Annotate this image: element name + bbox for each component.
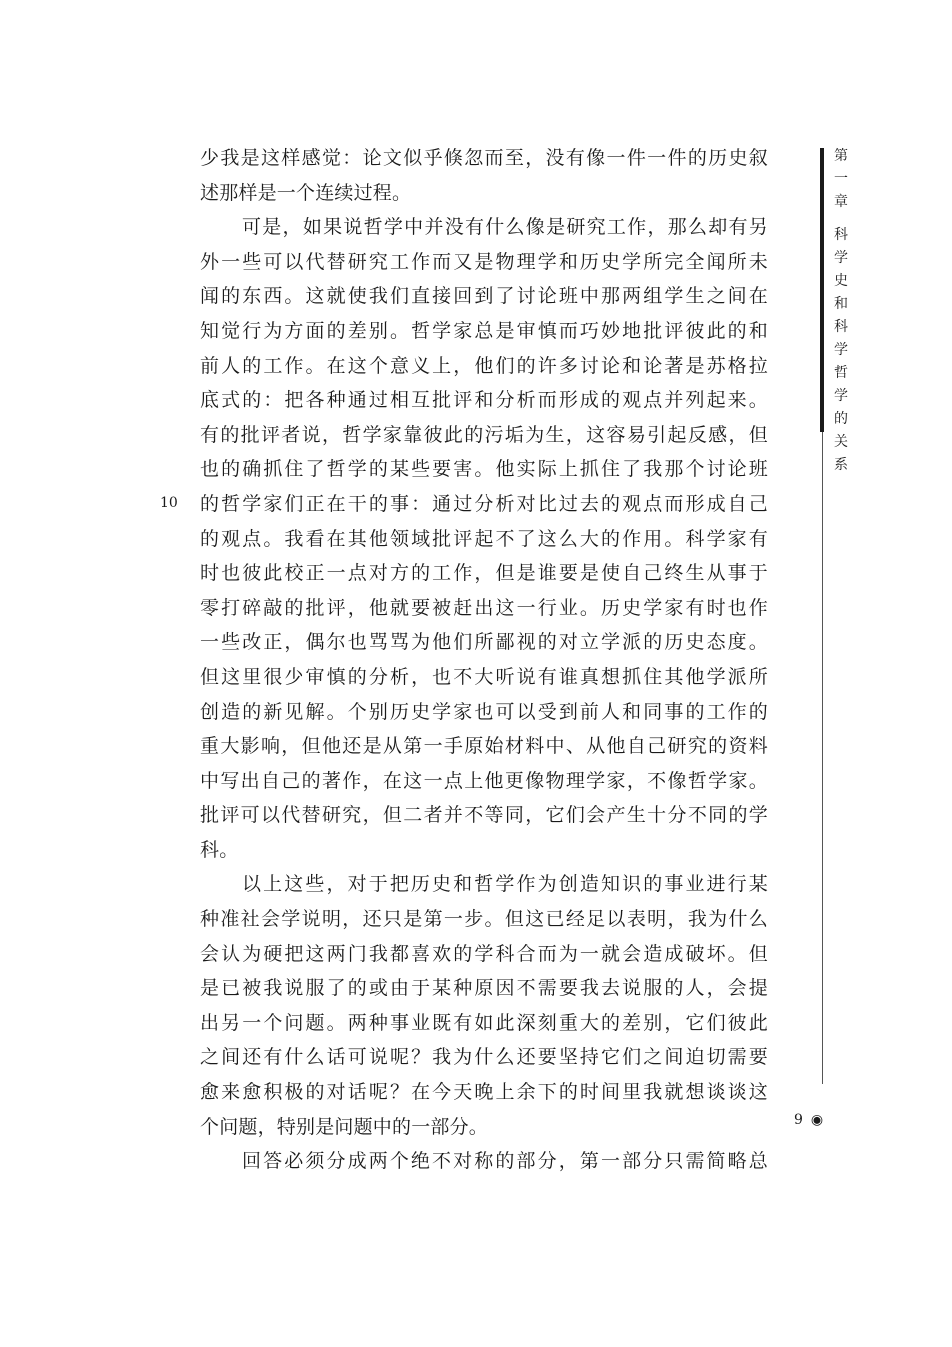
title-char: 科: [834, 319, 848, 335]
title-char: 关: [834, 434, 848, 450]
text-line: 批评可以代替研究，但二者并不等同，它们会产生十分不同的学: [200, 804, 768, 827]
text-line: 时也彼此校正一点对方的工作，但是谁要是使自己终生从事于: [200, 562, 768, 585]
page-number: 9: [794, 1112, 803, 1128]
chapter-char: 第: [834, 148, 848, 164]
text-line: 述那样是一个连续过程。: [200, 181, 412, 204]
chapter-char: 章: [834, 194, 848, 210]
title-char: 系: [834, 457, 848, 473]
text-line: 愈来愈积极的对话呢？在今天晚上余下的时间里我就想谈谈这: [200, 1081, 768, 1104]
chapter-side-header: [831, 145, 851, 477]
text-line: 底式的：把各种通过相互批评和分析而形成的观点并列起来。: [200, 389, 768, 412]
title-char: 史: [834, 273, 848, 289]
text-line: 一些改正，偶尔也骂骂为他们所鄙视的对立学派的历史态度。: [200, 631, 768, 654]
text-line: 有的批评者说，哲学家靠彼此的污垢为生，这容易引起反感，但: [200, 423, 768, 446]
text-line: 可是，如果说哲学中并没有什么像是研究工作，那么却有另: [242, 216, 768, 239]
text-line: 中写出自己的著作，在这一点上他更像物理学家，不像哲学家。: [200, 769, 768, 792]
text-line: 会认为硬把这两门我都喜欢的学科合而为一就会造成破坏。但: [200, 942, 768, 965]
text-line: 知觉行为方面的差别。哲学家总是审慎而巧妙地批评彼此的和: [200, 319, 768, 342]
text-line: 也的确抓住了哲学的某些要害。他实际上抓住了我那个讨论班: [200, 458, 768, 481]
title-char: 哲: [834, 365, 848, 381]
text-line: 创造的新见解。个别历史学家也可以受到前人和同事的工作的: [200, 700, 768, 723]
text-line: 少我是这样感觉：论文似乎倏忽而至，没有像一件一件的历史叙: [200, 147, 768, 169]
title-char: 科: [834, 227, 848, 243]
chapter-title-gap: [831, 214, 851, 224]
text-line: 但这里很少审慎的分析，也不大听说有谁真想抓住其他学派所: [200, 665, 768, 688]
text-line: 前人的工作。在这个意义上，他们的许多讨论和论著是苏格拉: [200, 354, 768, 377]
ornament-icon: ◉: [810, 1112, 824, 1128]
text-line: 是已被我说服了的或由于某种原因不需要我去说服的人，会提: [200, 977, 768, 1000]
text-line: 重大影响，但他还是从第一手原始材料中、从他自己研究的资料: [200, 735, 768, 758]
text-line: 个问题，特别是问题中的一部分。: [200, 1115, 489, 1138]
margin-line-number: 10: [160, 495, 178, 511]
text-line: 科。: [200, 838, 239, 861]
text-line: 回答必须分成两个绝不对称的部分，第一部分只需简略总: [242, 1150, 768, 1173]
title-char: 学: [834, 342, 848, 358]
text-line: 闻的东西。这就使我们直接回到了讨论班中那两组学生之间在: [200, 285, 768, 308]
text-line: 种准社会学说明，还只是第一步。但这已经足以表明，我为什么: [200, 908, 768, 931]
title-char: 学: [834, 388, 848, 404]
text-line: 以上这些，对于把历史和哲学作为创造知识的事业进行某: [242, 873, 768, 896]
chapter-side-rule: [820, 148, 824, 432]
text-line: 的观点。我看在其他领域批评起不了这么大的作用。科学家有: [200, 527, 768, 550]
body-text: [200, 141, 768, 1179]
text-line: 的哲学家们正在干的事：通过分析对比过去的观点而形成自己: [200, 492, 768, 515]
chapter-char: 一: [834, 171, 848, 187]
text-line: 外一些可以代替研究工作而又是物理学和历史学所完全闻所未: [200, 250, 768, 273]
title-char: 和: [834, 296, 848, 312]
title-char: 的: [834, 411, 848, 427]
page-footer: [794, 1110, 823, 1130]
text-line: 出另一个问题。两种事业既有如此深刻重大的差别，它们彼此: [200, 1011, 768, 1034]
text-line: 之间还有什么话可说呢？我为什么还要坚持它们之间迫切需要: [200, 1046, 768, 1069]
text-line: 零打碎敲的批评，他就要被赶出这一行业。历史学家有时也作: [200, 596, 768, 619]
title-char: 学: [834, 250, 848, 266]
chapter-side-line: [822, 432, 823, 1084]
